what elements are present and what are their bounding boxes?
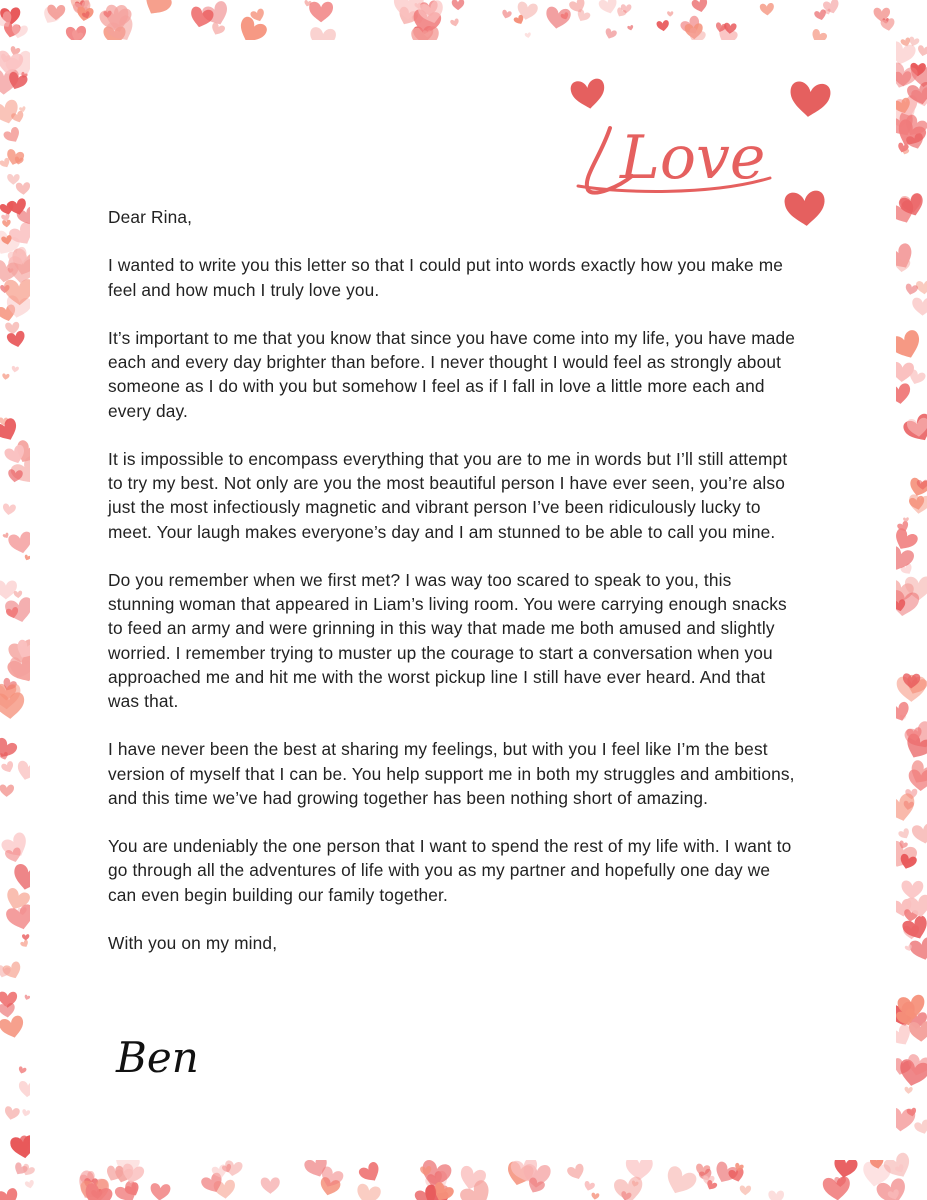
- heart-icon: [691, 0, 709, 14]
- letter-body: [108, 205, 798, 979]
- heart-icon: [0, 760, 15, 774]
- heart-icon: [912, 297, 927, 315]
- heart-icon: [898, 827, 912, 840]
- love-title: Love: [620, 123, 766, 193]
- heart-icon: [452, 0, 465, 10]
- letter-paragraph: Do you remember when we first met? I was way too scared to speak to you, this stunning woman that appeared in Liam’s living room. You were carrying enough snacks to feed an army and were grinning in this way that made me both amused and slightly worried. I remember trying to muster up the courage to start a conversation when you approached me and hit me with the worst pickup line I still have ever heard. And that was that.: [108, 569, 787, 711]
- heart-icon: [604, 28, 618, 41]
- heart-icon: [583, 1181, 596, 1193]
- heart-icon: [524, 32, 531, 38]
- heart-icon: [913, 1119, 927, 1136]
- heart-icon: [740, 1185, 752, 1195]
- heart-icon: [3, 1106, 20, 1122]
- signature: [112, 1030, 232, 1090]
- heart-icon: [0, 1187, 20, 1200]
- signature-text: Ben: [116, 1033, 199, 1082]
- heart-icon: [0, 1003, 16, 1019]
- heart-icon: [788, 81, 831, 119]
- heart-icon: [18, 1066, 27, 1075]
- heart-icon: [6, 330, 27, 349]
- heart-icon: [2, 126, 23, 146]
- letter-paragraph: I have never been the best at sharing my feelings, but with you I feel like I’m the best version of myself that I can be. You help support me in both my struggles and ambitions, and this time we’ve had growing together has been nothing short of amazing.: [108, 739, 795, 808]
- heart-icon: [904, 1087, 912, 1094]
- heart-icon: [613, 1176, 645, 1200]
- heart-icon: [917, 45, 927, 58]
- heart-icon: [2, 373, 10, 380]
- heart-icon: [450, 18, 460, 27]
- heart-icon: [2, 503, 16, 516]
- heart-icon: [24, 1180, 35, 1190]
- heart-icon: [11, 366, 19, 373]
- heart-icon: [355, 1183, 382, 1200]
- heart-icon: [901, 880, 923, 899]
- letter-greeting: Dear Rina,: [108, 207, 193, 227]
- heart-icon: [261, 1177, 280, 1194]
- heart-icon: [760, 3, 775, 16]
- heart-icon: [591, 1192, 600, 1200]
- heart-icon: [0, 1015, 26, 1041]
- heart-icon: [626, 1157, 653, 1180]
- letter-paragraph: It is impossible to encompass everything that you are to me in words but I’ll still attempt to try my best. Not only are you the most beautiful person I have ever seen, you’re also just the most infectiously magnetic and vibrant person I’ve been ridiculously lucky to meet. Your laugh makes everyone’s day and I am stunned to be able to call you mine.: [108, 448, 788, 542]
- letter-paragraph: It’s important to me that you know that since you have come into my life, you have made each and every day brighter than before. I never thought I would feel as strongly about someone as I do with you but somehow I feel as if I fall in love a little more each and every day.: [108, 327, 796, 421]
- heart-icon: [501, 9, 512, 19]
- heart-icon: [909, 1021, 927, 1042]
- heart-icon: [224, 1160, 244, 1178]
- heart-icon: [911, 822, 927, 845]
- heart-icon: [16, 182, 31, 195]
- heart-icon: [598, 0, 619, 16]
- heart-icon: [712, 1160, 740, 1187]
- heart-icon: [627, 25, 634, 31]
- letter-paragraph: I wanted to write you this letter so that I could put into words exactly how you make me feel and how much I truly love you.: [108, 255, 784, 300]
- heart-icon: [0, 580, 17, 599]
- heart-icon: [544, 6, 571, 31]
- heart-icon: [667, 11, 673, 16]
- heart-icon: [140, 0, 174, 20]
- heart-icon: [908, 769, 927, 791]
- heart-icon: [357, 1160, 383, 1185]
- heart-icon: [662, 1164, 699, 1199]
- heart-icon: [20, 939, 30, 949]
- heart-icon: [209, 22, 226, 38]
- heart-icon: [908, 936, 927, 963]
- heart-icon: [570, 78, 607, 111]
- heart-icon: [22, 934, 30, 941]
- heart-icon: [309, 2, 333, 22]
- heart-icon: [768, 1191, 784, 1200]
- heart-icon: [566, 1163, 587, 1182]
- heart-icon: [14, 591, 23, 599]
- heart-icon: [656, 20, 670, 32]
- heart-icon: [0, 784, 14, 797]
- letter-closing: With you on my mind,: [108, 932, 278, 953]
- heart-icon: [150, 1183, 171, 1200]
- letter-paragraph: You are undeniably the one person that I want to spend the rest of my life with. I want to go through all the adventures of life with you as my partner and hopefully one day we can even begin building our family together.: [108, 836, 792, 905]
